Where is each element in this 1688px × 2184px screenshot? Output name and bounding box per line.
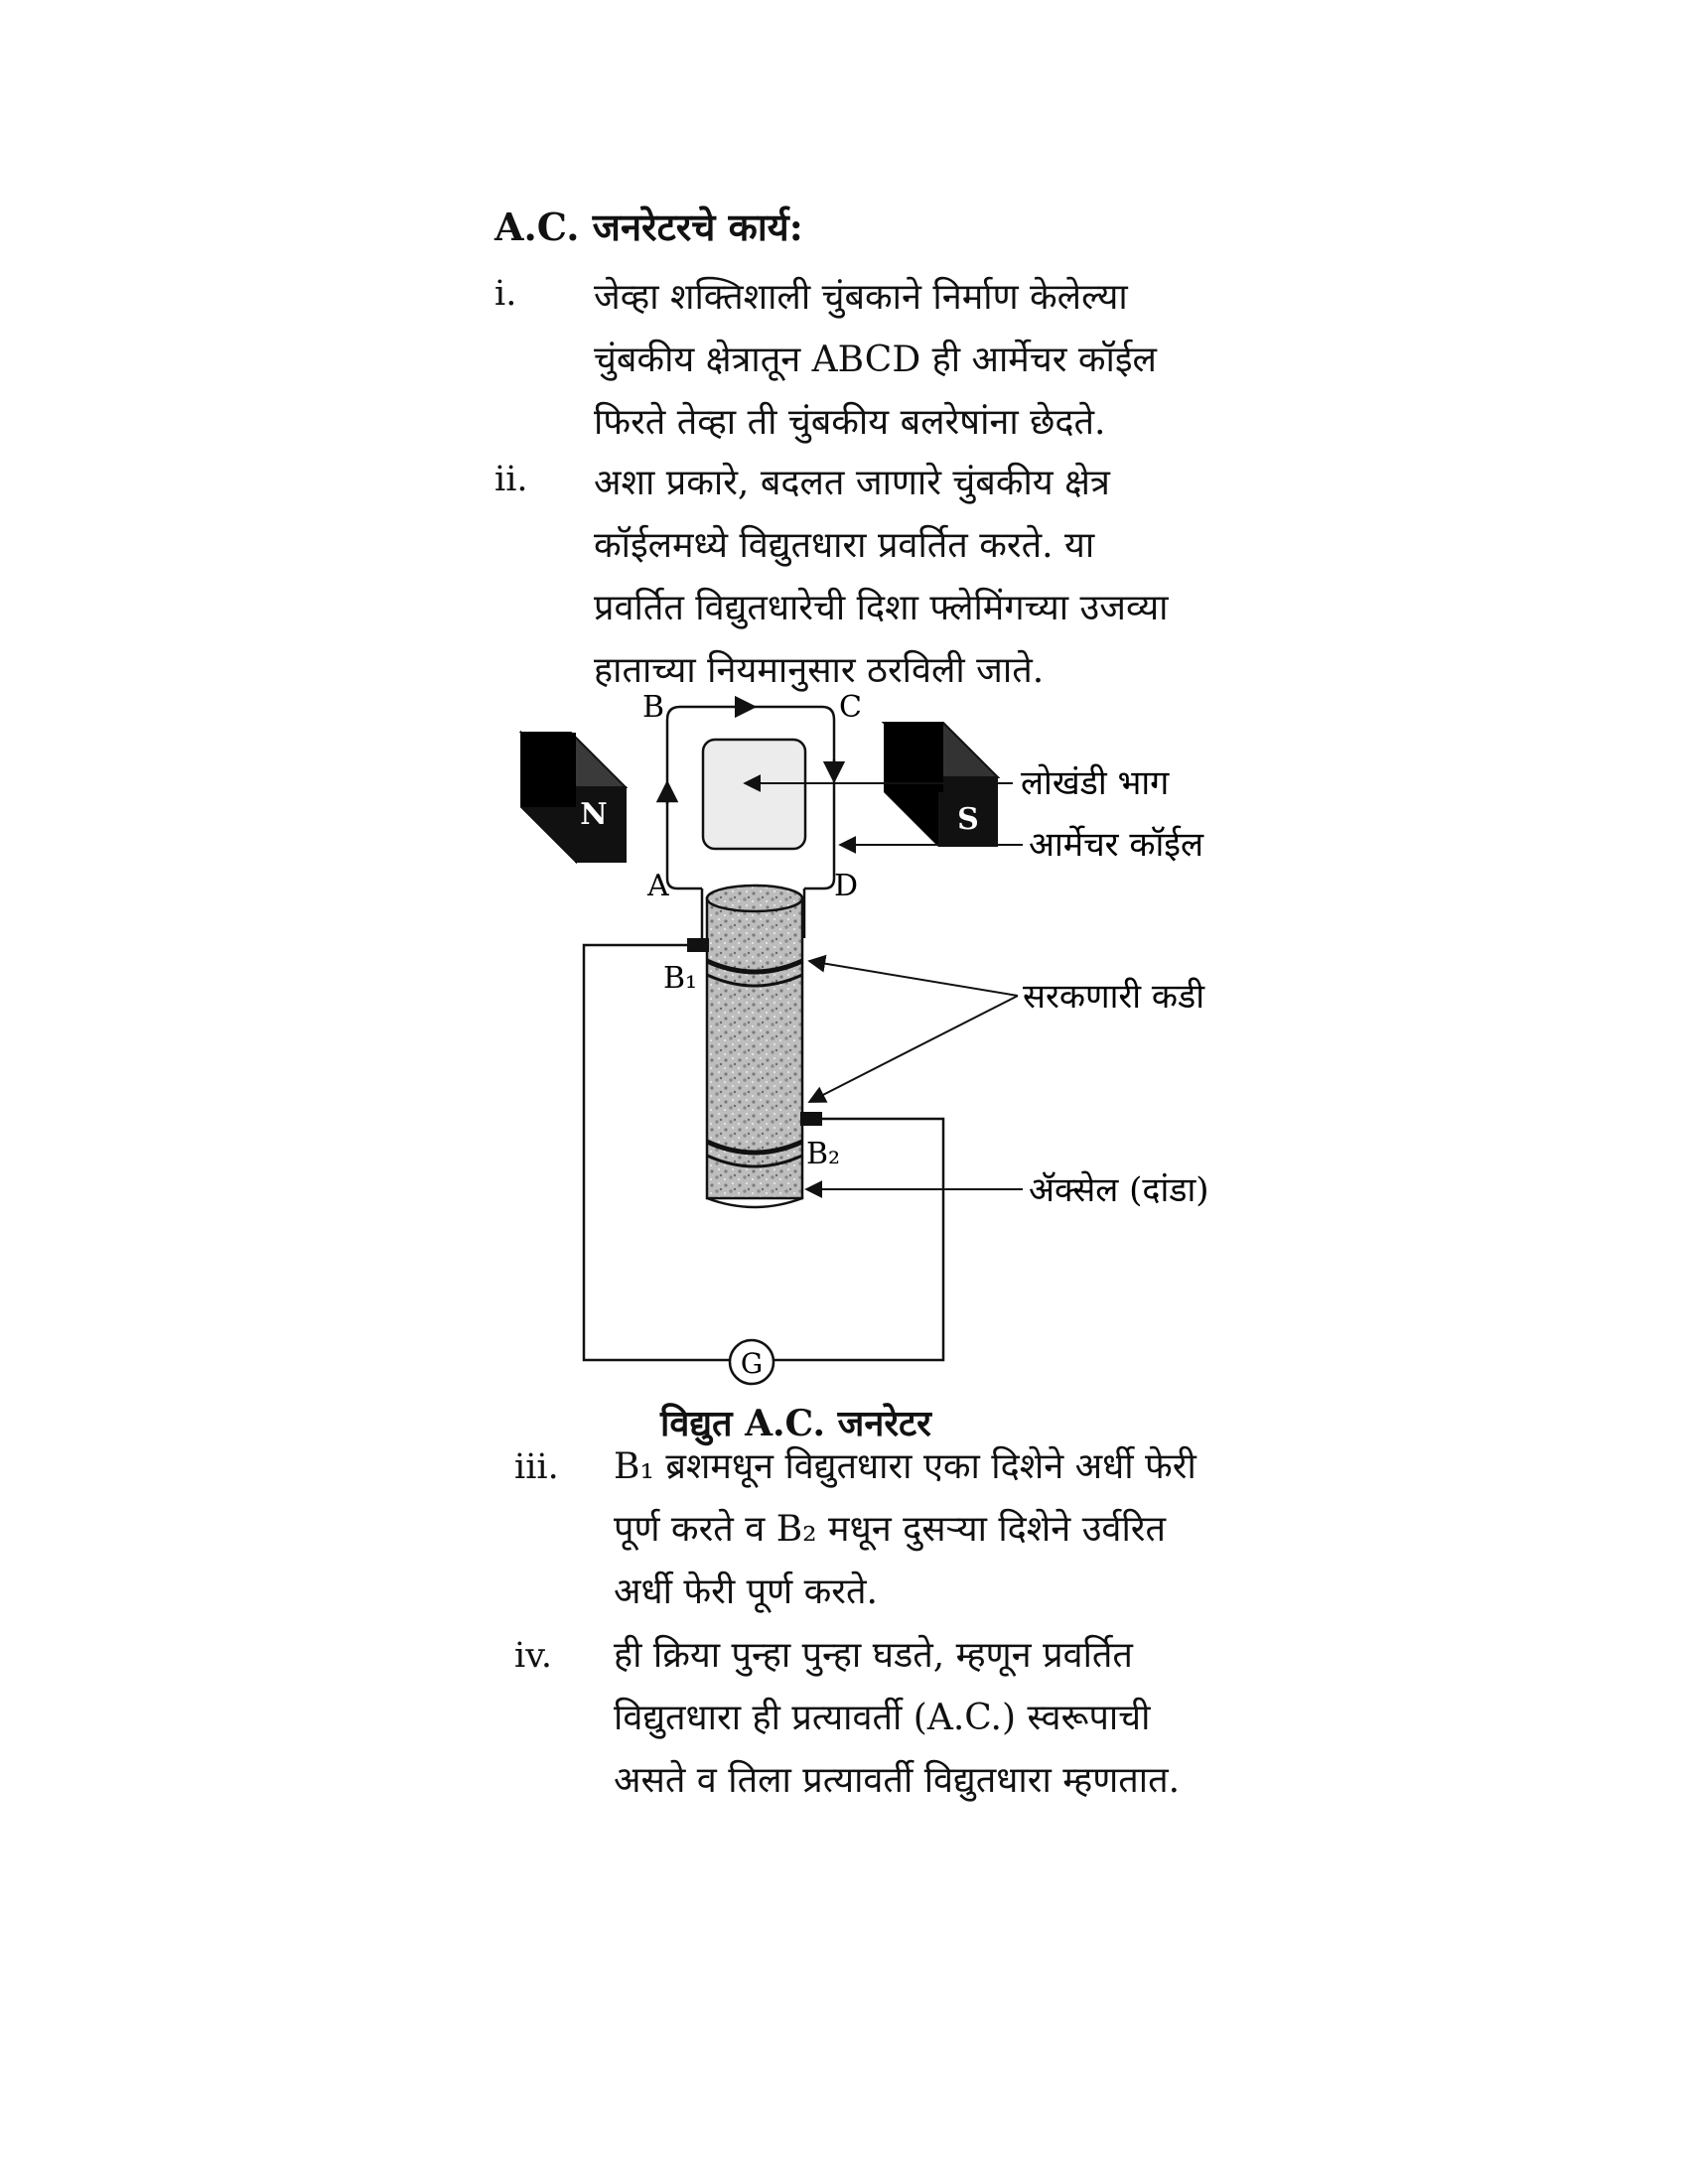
north-label: N	[580, 797, 608, 832]
north-magnet	[521, 733, 626, 862]
corner-label-d: D	[834, 869, 859, 903]
south-label: S	[957, 802, 979, 837]
brush-label-b2: B₂	[806, 1137, 841, 1171]
item-number: iv.	[514, 1636, 552, 1676]
south-magnet	[884, 723, 998, 847]
item-number: i.	[494, 274, 517, 314]
item-number: iii.	[514, 1447, 559, 1487]
ac-generator-diagram	[0, 675, 1688, 1400]
item-text: ही क्रिया पुन्हा पुन्हा घडते, म्हणून प्रवर्तित विद्युतधारा ही प्रत्यावर्ती (A.C.) स्वरूपाची असते व तिला प्रत्यावर्ती विद्युतधारा म्हणतात.	[614, 1635, 1181, 1801]
figure-caption: विद्युत A.C. जनरेटर	[660, 1403, 931, 1444]
section-heading: A.C. जनरेटरचे कार्य:	[494, 205, 803, 249]
callout-slip-rings: सरकणारी कडी	[1023, 977, 1205, 1017]
item-number: ii.	[494, 460, 528, 499]
iron-core	[703, 740, 805, 849]
corner-label-c: C	[839, 690, 862, 725]
corner-label-a: A	[647, 869, 669, 903]
item-text: जेव्हा शक्तिशाली चुंबकाने निर्माण केलेल्या चुंबकीय क्षेत्रातून ABCD ही आर्मेचर कॉईल फिरते तेव्हा ती चुंबकीय बलरेषांना छेदते.	[594, 277, 1157, 443]
callout-armature-coil: आर्मेचर कॉईल	[1029, 825, 1204, 865]
callout-iron-part: लोखंडी भाग	[1021, 763, 1170, 803]
item-text: अशा प्रकारे, बदलत जाणारे चुंबकीय क्षेत्र कॉईलमध्ये विद्युतधारा प्रवर्तित करते. या प्रवर्तित विद्युतधारेची दिशा फ्लेमिंगच्या उजव्या हाताच्या नियमानुसार ठरविली जाते.	[594, 463, 1169, 691]
galvanometer-label: G	[740, 1347, 764, 1380]
item-text: B₁ ब्रशमधून विद्युतधारा एका दिशेने अर्धी फेरी पूर्ण करते व B₂ मधून दुसऱ्या दिशेने उर्वरित अर्धी फेरी पूर्ण करते.	[614, 1446, 1196, 1612]
axle-cylinder	[707, 886, 802, 1207]
brush-b1	[687, 938, 709, 952]
callout-axle: ॲक्सेल (दांडा)	[1029, 1170, 1209, 1210]
brush-label-b1: B₁	[663, 961, 698, 996]
corner-label-b: B	[642, 690, 665, 725]
brush-b2	[800, 1112, 822, 1126]
